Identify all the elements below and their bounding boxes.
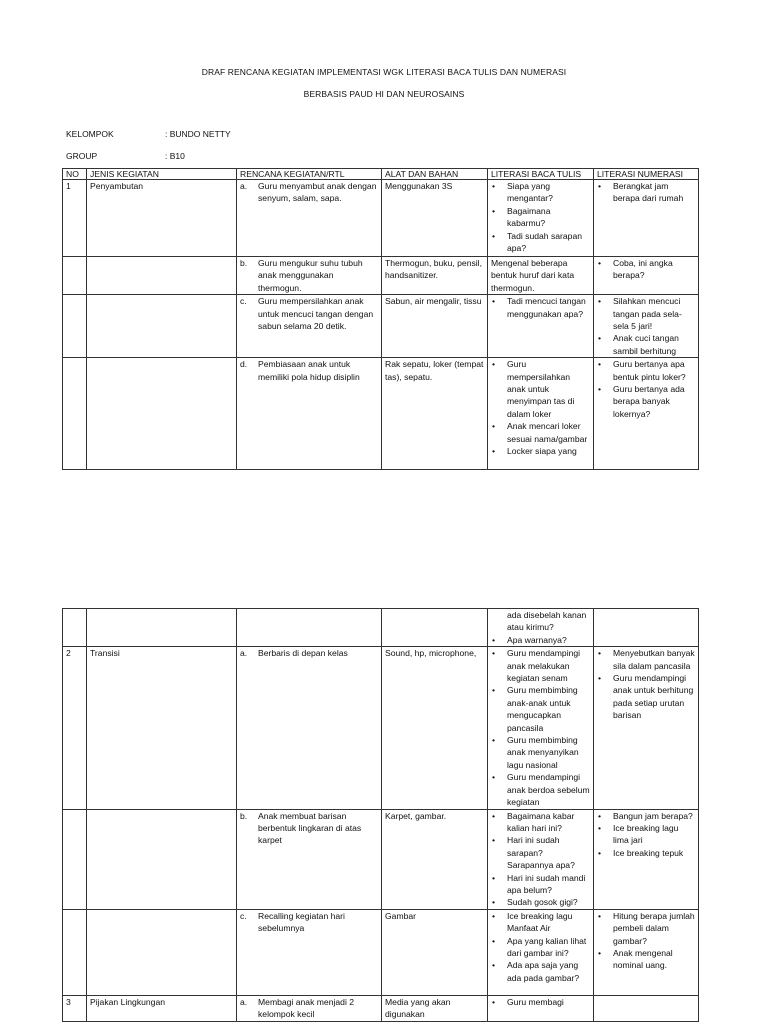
bullet-item: • Anak cuci tangan sambil berhitung [597,332,695,357]
cell-jenis-kegiatan [87,809,237,909]
cell-no: 1 [63,180,87,257]
cell-no: 2 [63,647,87,809]
cell-rencana-kegiatan [237,609,382,647]
rencana-text: Anak membuat barisan berbentuk lingkaran di atas karpet [258,810,362,846]
cell-literasi-numerasi [594,180,699,257]
cell-no [63,809,87,909]
rencana-letter: d. [240,359,248,370]
rencana-text: Berbaris di depan kelas [258,648,348,659]
bullet-list [491,910,590,984]
cell-literasi-baca-tulis [488,358,594,470]
cell-literasi-numerasi [594,647,699,809]
cell-alat-bahan: Rak sepatu, loker (tempat tas), sepatu. [382,358,488,470]
cell-alat-bahan: Thermogun, buku, pensil, handsanitizer. [382,257,488,295]
rencana-item [240,358,378,383]
table-row [63,257,699,295]
rencana-letter: c. [240,296,247,307]
cell-rencana-kegiatan [237,809,382,909]
bullet-list [597,358,695,420]
kelompok-label: KELOMPOK [66,129,114,139]
rencana-text: Membagi anak menjadi 2 kelompok kecil [258,996,355,1020]
bullet-list [491,609,590,646]
cell-no [63,358,87,470]
bullet-item-continued: ada disebelah kanan atau kirimu? [507,610,587,633]
bullet-item: • Tadi sudah sarapan apa? [491,230,590,255]
bullet-list [491,810,590,909]
bullet-item: • Anak mengenal nominal uang. [597,947,695,972]
rencana-letter: a. [240,648,248,659]
cell-jenis-kegiatan [87,609,237,647]
baca-tulis-text: Mengenal beberapa bentuk huruf dari kata thermogun. [491,258,575,293]
table-row [63,909,699,995]
rencana-item [240,910,378,935]
bullet-list [597,647,695,721]
cell-jenis-kegiatan: Transisi [87,647,237,809]
rencana-text: Pembiasaan anak untuk memiliki pola hidup disiplin [258,359,360,382]
cell-no [63,609,87,647]
cell-literasi-baca-tulis [488,180,594,257]
header-jenis-kegiatan: JENIS KEGIATAN [87,169,237,180]
cell-literasi-baca-tulis [488,295,594,358]
bullet-item: • Guru mendampingi anak berdoa sebelum kegiatan [491,771,590,808]
cell-rencana-kegiatan [237,358,382,470]
bullet-list [491,996,590,1008]
bullet-list [491,358,590,457]
cell-rencana-kegiatan [237,995,382,1021]
group-value: : B10 [165,151,185,161]
cell-rencana-kegiatan [237,647,382,809]
table-header-row [63,169,699,180]
bullet-item: • Menyebutkan banyak sila dalam pancasila [597,647,695,672]
cell-alat-bahan: Menggunakan 3S [382,180,488,257]
cell-literasi-numerasi [594,609,699,647]
rencana-letter: b. [240,258,248,268]
bullet-list [597,910,695,972]
bullet-item: • Guru bertanya apa bentuk pintu loker? [597,358,695,383]
bullet-item: • Sudah gosok gigi? [491,896,590,908]
cell-literasi-baca-tulis [488,909,594,995]
cell-no [63,257,87,295]
cell-jenis-kegiatan [87,295,237,358]
bullet-list [491,180,590,254]
cell-jenis-kegiatan [87,909,237,995]
cell-alat-bahan: Sound, hp, microphone, [382,647,488,809]
activity-table-part1 [62,168,699,470]
activity-table-part2 [62,608,699,1022]
cell-alat-bahan: Gambar [382,909,488,995]
group-label: GROUP [66,151,98,161]
cell-literasi-numerasi [594,295,699,358]
bullet-item: • Guru bertanya ada berapa banyak lokernya? [597,383,695,420]
cell-literasi-numerasi [594,995,699,1021]
cell-jenis-kegiatan: Penyambutan [87,180,237,257]
bullet-item: • Guru membagi [491,996,590,1008]
rencana-text: Guru menyambut anak dengan senyum, salam, sapa. [258,181,377,204]
rencana-text: Recalling kegiatan hari sebelumnya [258,910,345,934]
cell-jenis-kegiatan [87,257,237,295]
cell-no [63,909,87,995]
bullet-item: • Bangun jam berapa? [597,810,695,822]
cell-literasi-numerasi [594,909,699,995]
cell-no: 3 [63,995,87,1021]
cell-rencana-kegiatan [237,909,382,995]
rencana-item [240,996,378,1021]
bullet-item: • Anak mencari loker sesuai nama/gambar [491,420,590,445]
table-row [63,809,699,909]
cell-literasi-baca-tulis [488,647,594,809]
rencana-item [240,180,378,205]
table-row [63,609,699,647]
kelompok-value: : BUNDO NETTY [165,129,231,139]
bullet-item: • Tadi mencuci tangan menggunakan apa? [491,295,590,320]
table-row [63,180,699,257]
cell-rencana-kegiatan [237,257,382,295]
bullet-list [597,180,695,205]
cell-alat-bahan: Karpet, gambar. [382,809,488,909]
cell-rencana-kegiatan [237,295,382,358]
cell-alat-bahan [382,609,488,647]
rencana-item [240,647,378,659]
bullet-item: • Guru mendampingi anak melakukan kegiatan senam [491,647,590,684]
bullet-item: • Berangkat jam berapa dari rumah [597,180,695,205]
rencana-item [240,810,378,847]
cell-alat-bahan: Sabun, air mengalir, tissu [382,295,488,358]
bullet-item: • Ada apa saja yang ada pada gambar? [491,959,590,984]
bullet-item: • Locker siapa yang [491,445,590,457]
bullet-item: • Siapa yang mengantar? [491,180,590,205]
cell-literasi-baca-tulis [488,257,594,295]
rencana-text: Guru mengukur suhu tubuh anak menggunakan thermogun. [258,258,363,293]
rencana-letter: a. [240,996,248,1007]
bullet-item: • Silahkan mencuci tangan pada sela-sela 5 jari! [597,295,695,332]
bullet-item: • Hari ini sudah sarapan? Sarapannya apa? [491,834,590,871]
header-no: NO [63,169,87,180]
bullet-item: • Bagaimana kabar kalian hari ini? [491,810,590,835]
header-rencana-kegiatan: RENCANA KEGIATAN/RTL [237,169,382,180]
bullet-item: • Guru mendampingi anak untuk berhitung pada setiap urutan barisan [597,672,695,722]
bullet-item: • Apa yang kalian lihat dari gambar ini? [491,935,590,960]
bullet-item: • Hitung berapa jumlah pembeli dalam gambar? [597,910,695,947]
rencana-item [240,257,378,294]
header-literasi-numerasi: LITERASI NUMERASI [594,169,699,180]
rencana-item [240,295,378,332]
table-row [63,295,699,358]
bullet-item: • Coba, ini angka berapa? [597,257,695,282]
bullet-item: • Guru membimbing anak menyanyikan lagu nasional [491,734,590,771]
document-title-line1: DRAF RENCANA KEGIATAN IMPLEMENTASI WGK LITERASI BACA TULIS DAN NUMERASI [201,67,567,77]
bullet-list [491,647,590,808]
cell-literasi-baca-tulis [488,995,594,1021]
rencana-letter: c. [240,910,247,921]
cell-rencana-kegiatan [237,180,382,257]
document-title-line2: BERBASIS PAUD HI DAN NEUROSAINS [303,89,465,99]
table-row [63,647,699,809]
cell-literasi-numerasi [594,257,699,295]
cell-literasi-baca-tulis [488,809,594,909]
bullet-item: • Guru mempersilahkan anak untuk menyimpan tas di dalam loker [491,358,590,420]
header-alat-bahan: ALAT DAN BAHAN [382,169,488,180]
table-row [63,358,699,470]
bullet-item: • Hari ini sudah mandi apa belum? [491,872,590,897]
cell-literasi-numerasi [594,809,699,909]
cell-literasi-numerasi [594,358,699,470]
rencana-text: Guru mempersilahkan anak untuk mencuci tangan dengan sabun selama 20 detik. [258,296,374,332]
bullet-item: • Ice breaking lagu Manfaat Air [491,910,590,935]
table-row [63,995,699,1021]
cell-jenis-kegiatan: Pijakan Lingkungan [87,995,237,1021]
bullet-item: • Bagaimana kabarmu? [491,205,590,230]
cell-no [63,295,87,358]
rencana-letter: b. [240,810,248,821]
cell-jenis-kegiatan [87,358,237,470]
bullet-list [597,295,695,357]
bullet-list [597,257,695,282]
bullet-item: • Ice breaking tepuk [597,847,695,859]
bullet-item: • Apa warnanya? [491,634,590,646]
bullet-item: • Guru membimbing anak-anak untuk mengucapkan pancasila [491,684,590,734]
bullet-item: • Ice breaking lagu lima jari [597,822,695,847]
cell-alat-bahan: Media yang akan digunakan [382,995,488,1021]
header-literasi-baca-tulis: LITERASI BACA TULIS [488,169,594,180]
bullet-list [491,295,590,320]
cell-literasi-baca-tulis [488,609,594,647]
rencana-letter: a. [240,181,248,191]
bullet-list [597,810,695,860]
